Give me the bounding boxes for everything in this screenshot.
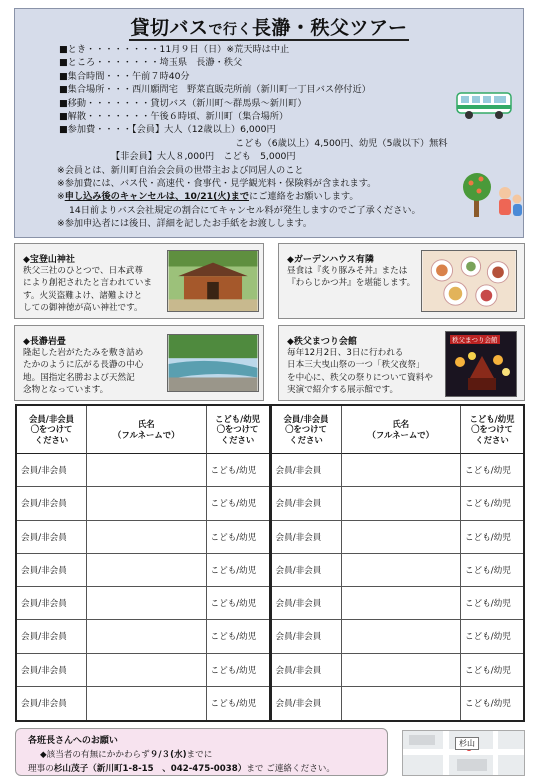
name-field[interactable] [87, 454, 207, 487]
name-header: 氏名 （フルネームで） [342, 406, 462, 454]
note-cancel: ※申し込み後のキャンセルは、10/21(火)までにご連絡をお願いします。 [57, 191, 359, 203]
river-photo [167, 334, 259, 392]
name-field[interactable] [342, 454, 462, 487]
detail-meet-place: ■集合場所・・・西川願問宅 野菜直販売所前（新川町一丁目バス停付近） [59, 84, 371, 96]
child-option[interactable]: こども/幼児 [465, 699, 511, 710]
member-option[interactable]: 会員/非会員 [17, 554, 87, 587]
detail-dismissal: ■解散・・・・・・・午後６時頃、新川町（集合場所） [59, 110, 289, 122]
name-field[interactable] [342, 587, 462, 620]
child-option[interactable]: こども/幼児 [461, 554, 523, 587]
detail-transport: ■移動・・・・・・・貸切バス（新川町～群馬県～新川町） [59, 97, 307, 109]
child-header: こども/幼児 〇をつけて ください [207, 406, 269, 454]
name-field[interactable] [87, 620, 207, 653]
request-box [15, 728, 388, 776]
member-option[interactable]: 会員/非会員 [272, 454, 342, 487]
member-header: 会員/非会員 〇をつけて ください [17, 406, 87, 454]
name-field[interactable] [342, 554, 462, 587]
member-header: 会員/非会員 〇をつけて ください [272, 406, 342, 454]
tour-details [59, 43, 448, 230]
member-option[interactable]: 会員/非会員 [17, 487, 87, 520]
child-option[interactable]: こども/幼児 [461, 620, 523, 653]
lunch-photo [421, 250, 517, 312]
spot-card-garden-house [278, 243, 525, 319]
child-option[interactable]: こども/幼児 [461, 487, 523, 520]
child-header: こども/幼児 〇をつけて ください [461, 406, 523, 454]
member-option[interactable]: 会員/非会員 [272, 620, 342, 653]
detail-date: ■とき・・・・・・・・11月９日（日）※荒天時は中止 [59, 44, 290, 55]
family-tree-illustration-icon [461, 169, 527, 223]
name-field[interactable] [342, 687, 462, 720]
spot-title: ◆秩父まつり会館 [287, 337, 357, 347]
detail-fee-member: ■参加費・・・・【会員】大人（12歳以上）6,000円 [59, 124, 276, 136]
child-option[interactable]: こども/幼児 [207, 487, 269, 520]
member-option[interactable]: 会員/非会員 [17, 687, 87, 720]
name-field[interactable] [87, 487, 207, 520]
request-deadline: ◆該当者の有無にかかわらず９/３(水)までに [40, 750, 213, 760]
detail-fee-nonmember: 【非会員】大人８,000円 こども 5,000円 [111, 151, 296, 163]
location-map [402, 730, 525, 776]
name-field[interactable] [87, 554, 207, 587]
spot-title: ◆宝登山神社 [23, 255, 75, 265]
spot-description: 秩父三社のひとつで、日本武尊 により創祀されたと言われていま す。火災盗難よけ、諸難よけと しての御神徳が高い神社です。 [23, 266, 152, 314]
member-option[interactable]: 会員/非会員 [17, 454, 87, 487]
bus-illustration-icon [453, 87, 515, 123]
member-option[interactable]: 会員/非会員 [272, 687, 342, 720]
member-option[interactable]: 会員/非会員 [17, 521, 87, 554]
map-label: 杉山 [455, 737, 479, 750]
spot-description: 毎年12月2日、3日に行われる 日本三大曳山祭の一つ「秩父夜祭」 を中心に、秩父の祭りについて資料や 実演で紹介する展示館です。 [287, 348, 433, 396]
spot-description: 昼食は『炙り豚みそ丼』または 『わらじかつ丼』を堪能します。 [287, 266, 416, 289]
note-fee-includes: ※参加費には、バス代・高速代・食事代・見学観光料・保険料が含まれます。 [57, 177, 377, 189]
member-option[interactable]: 会員/非会員 [272, 521, 342, 554]
festival-photo [445, 331, 517, 397]
child-option[interactable]: こども/幼児 [461, 654, 523, 687]
member-option[interactable]: 会員/非会員 [272, 487, 342, 520]
spot-card-nagatoro-iwadatami [14, 325, 264, 401]
member-option[interactable]: 会員/非会員 [17, 587, 87, 620]
tour-title: 貸切バスで行く長瀞・秩父ツアー [130, 17, 408, 39]
form-left-column [17, 406, 272, 720]
child-option[interactable]: こども/幼児 [461, 521, 523, 554]
name-field[interactable] [342, 521, 462, 554]
child-option[interactable]: こども/幼児 [461, 587, 523, 620]
request-contact: 理事の杉山茂子（新川町1-8-15 、042-475-0038）まで ご連絡ください。 [28, 764, 335, 774]
name-field[interactable] [342, 620, 462, 653]
detail-place: ■ところ・・・・・・・埼玉県 長瀞・秩父 [59, 57, 243, 69]
note-member-def: ※会員とは、新川町自治会会員の世帯主および同居人のこと [57, 164, 304, 176]
festival-photo-label: 秩父まつり会館 [452, 336, 498, 344]
name-field[interactable] [342, 487, 462, 520]
name-field[interactable] [87, 521, 207, 554]
note-apply: ※参加申込者には後日、詳細を記したお手紙をお渡しします。 [57, 218, 313, 230]
child-option[interactable]: こども/幼児 [207, 454, 269, 487]
child-option[interactable]: こども/幼児 [207, 521, 269, 554]
request-heading: 各班長さんへのお願い [28, 736, 118, 746]
child-option[interactable]: こども/幼児 [207, 587, 269, 620]
shrine-photo [167, 250, 259, 312]
member-option[interactable]: 会員/非会員 [272, 587, 342, 620]
member-option[interactable]: 会員/非会員 [17, 654, 87, 687]
child-option[interactable]: こども/幼児 [207, 620, 269, 653]
tour-header-panel [14, 8, 524, 238]
spot-card-matsuri-kaikan [278, 325, 525, 401]
child-option[interactable]: こども/幼児 [207, 554, 269, 587]
name-field[interactable] [87, 687, 207, 720]
detail-meet-time: ■集合時間・・・午前７時40分 [59, 70, 190, 82]
form-right-column [272, 406, 524, 720]
spot-description: 隆起した岩がたたみを敷き詰め たかのように広がる長瀞の中心 地。国指定名勝および天然記 念物となっています。 [23, 348, 144, 396]
member-option[interactable]: 会員/非会員 [17, 620, 87, 653]
spot-title: ◆ガーデンハウス有隣 [287, 255, 374, 265]
name-field[interactable] [342, 654, 462, 687]
child-option[interactable]: こども/幼児 [207, 654, 269, 687]
note-cancel-fee: 14日前よりバス会社規定の割合にてキャンセル料が発生しますのでご了承ください。 [69, 204, 421, 216]
child-option[interactable]: こども/幼児 [210, 699, 257, 710]
spot-title: ◆長瀞岩畳 [23, 337, 66, 347]
name-field[interactable] [87, 587, 207, 620]
registration-form [15, 404, 525, 722]
name-field[interactable] [87, 654, 207, 687]
spot-card-hodosan-shrine [14, 243, 264, 319]
child-option[interactable]: こども/幼児 [461, 454, 523, 487]
detail-fee-child: こども（6歳以上）4,500円、幼児（5歳以下）無料 [235, 137, 448, 149]
member-option[interactable]: 会員/非会員 [272, 654, 342, 687]
member-option[interactable]: 会員/非会員 [272, 554, 342, 587]
name-header: 氏名 （フルネームで） [87, 406, 207, 454]
